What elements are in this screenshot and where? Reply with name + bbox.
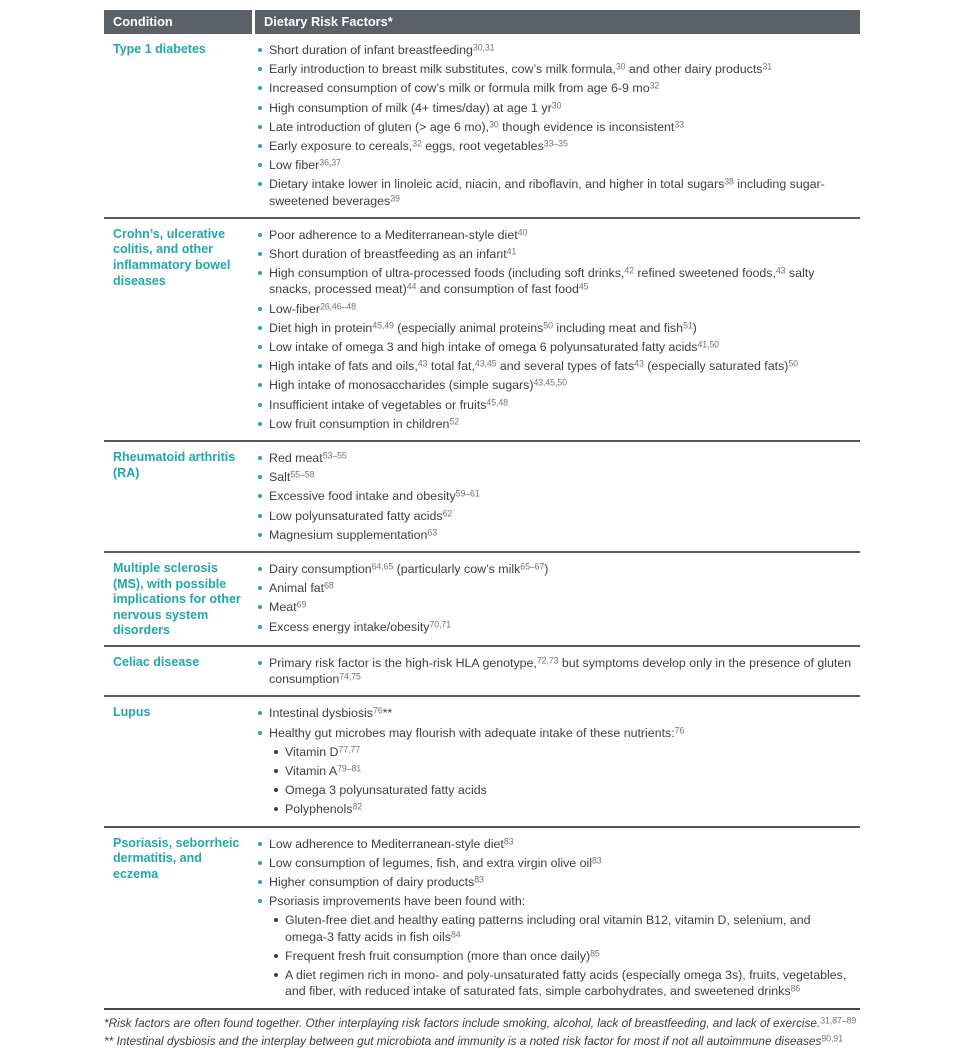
- bullet-icon: [258, 711, 262, 715]
- reference-superscript: 38: [724, 176, 734, 187]
- condition-cell: Multiple sclerosis (MS), with possible implications for other nervous system disorders: [113, 561, 241, 638]
- bullet-icon: [258, 861, 262, 865]
- risk-factor-text: Frequent fresh fruit consumption (more than once daily)$^{85}$: [285, 948, 600, 963]
- reference-superscript: 32: [649, 80, 660, 91]
- reference-superscript: 50: [788, 358, 798, 369]
- reference-superscript: 42: [624, 265, 634, 276]
- reference-superscript: 41,50: [697, 339, 719, 350]
- footnotes: [104, 1008, 860, 1049]
- condition-cell: Lupus: [113, 705, 151, 720]
- risk-factor-text: Short duration of infant breastfeeding$^{30,31}$: [269, 42, 495, 57]
- risk-factor-item: [255, 157, 854, 173]
- reference-superscript: 43,45: [474, 358, 497, 369]
- bullet-icon: [258, 605, 262, 609]
- risk-factors-cell: [255, 34, 860, 217]
- bullet-icon: [258, 307, 262, 311]
- reference-superscript: 33: [674, 119, 684, 130]
- risk-factor-text: Red meat$^{53-55}$: [269, 450, 347, 466]
- table-row: [104, 695, 860, 825]
- reference-superscript: 70,71: [429, 619, 451, 630]
- risk-factor-text: Intestinal dysbiosis$^{76}$**: [269, 705, 393, 721]
- condition-cell: Rheumatoid arthritis (RA): [113, 450, 236, 480]
- footnote: ** Intestinal dysbiosis and the interplay between gut microbiota and immunity is a noted risk factor for most if not all autoimmune diseases$^{90,91}$: [104, 1033, 843, 1048]
- reference-superscript: 76: [373, 705, 383, 716]
- bullet-icon: [274, 954, 278, 958]
- bullet-icon: [258, 271, 262, 275]
- bullet-icon: [258, 731, 262, 735]
- risk-factors-cell: [255, 219, 860, 440]
- reference-superscript: 62: [442, 508, 453, 519]
- header-cell-risk-factors: Dietary Risk Factors*: [255, 10, 860, 34]
- reference-superscript: 30: [551, 100, 562, 111]
- risk-factor-text: Low fiber$^{36,37}$: [269, 157, 341, 173]
- risk-factor-text: Low adherence to Mediterranean-style diet$^{83}$: [269, 836, 514, 851]
- risk-factor-text: A diet regimen rich in mono- and poly-unsaturated fatty acids (especially omega 3s), fruits, vegetables, and fiber, with reduced intake of saturated fats, simple carbohydrates, and sweetened drinks$^{86}$: [285, 968, 847, 999]
- risk-factor-text: Low polyunsaturated fatty acids$^{62}$: [269, 508, 453, 523]
- reference-superscript: 30,31: [472, 42, 495, 53]
- dietary-risk-table: [104, 10, 860, 1051]
- reference-superscript: 64,65: [371, 561, 394, 572]
- bullet-icon: [274, 788, 278, 792]
- risk-factors-cell: [255, 828, 860, 1008]
- risk-factor-item: [255, 488, 854, 504]
- risk-factor-item: [255, 320, 854, 336]
- risk-factor-item: [255, 339, 854, 355]
- risk-factor-text: Poor adherence to a Mediterranean-style diet$^{40}$: [269, 227, 528, 242]
- table-row: [104, 551, 860, 645]
- bullet-icon: [258, 567, 262, 571]
- risk-factor-item: [255, 176, 854, 208]
- risk-factors-cell: [255, 647, 860, 695]
- reference-superscript: 30: [615, 61, 626, 72]
- bullet-icon: [274, 750, 278, 754]
- risk-factor-text: Omega 3 polyunsaturated fatty acids: [285, 783, 487, 798]
- risk-factor-item: [255, 377, 854, 393]
- bullet-icon: [258, 182, 262, 186]
- risk-factor-text: Dietary intake lower in linoleic acid, niacin, and riboflavin, and higher in total sugars$^{38}$ including sugar-sweetened beverages$^{39}$: [269, 176, 825, 208]
- reference-superscript: 52: [449, 416, 460, 427]
- bullet-icon: [258, 533, 262, 537]
- reference-superscript: 50: [543, 320, 553, 331]
- risk-factor-subitem: [271, 801, 854, 817]
- risk-factor-text: Late introduction of gluten (> age 6 mo),$^{30}$ though evidence is inconsistent$^{33}$: [269, 119, 684, 134]
- reference-superscript: 33–35: [543, 138, 568, 149]
- risk-factor-item: [255, 301, 854, 317]
- risk-factor-text: Vitamin A$^{79-81}$: [285, 763, 362, 779]
- reference-superscript: 83: [503, 836, 514, 847]
- risk-factor-item: [255, 874, 854, 890]
- risk-factor-item: [255, 527, 854, 543]
- bullet-icon: [258, 233, 262, 237]
- reference-superscript: 82: [352, 801, 363, 812]
- risk-factor-subitem: [271, 948, 854, 964]
- risk-factor-item: [255, 619, 854, 635]
- bullet-icon: [258, 144, 262, 148]
- risk-factor-item: [255, 246, 854, 262]
- reference-superscript: 51: [683, 320, 693, 331]
- risk-factor-text: Diet high in protein$^{45,49}$ (especially animal proteins$^{50}$ including meat and fish$^{51}$): [269, 320, 697, 335]
- risk-factor-subitem: [271, 782, 854, 798]
- reference-superscript: 40: [517, 227, 528, 238]
- risk-factor-item: [255, 138, 854, 154]
- reference-superscript: 39: [390, 193, 400, 204]
- risk-factor-text: Insufficient intake of vegetables or fruits$^{45,48}$: [269, 397, 508, 412]
- risk-factor-text: Excessive food intake and obesity$^{59-61}$: [269, 488, 480, 504]
- bullet-icon: [258, 422, 262, 426]
- risk-factor-item: [255, 61, 854, 77]
- risk-factor-subitem: [271, 763, 854, 779]
- risk-factor-item: [255, 561, 854, 577]
- reference-superscript: 26,46–48: [319, 301, 356, 312]
- risk-factors-cell: [255, 442, 860, 551]
- reference-superscript: 53–55: [322, 450, 347, 461]
- risk-factors-cell: [255, 697, 860, 825]
- bullet-icon: [274, 918, 278, 922]
- risk-factor-item: [255, 80, 854, 96]
- risk-factor-text: Animal fat$^{68}$: [269, 580, 334, 596]
- risk-factor-text: Low-fiber$^{26,46-48}$: [269, 301, 356, 316]
- risk-factor-item: [255, 265, 854, 297]
- bullet-icon: [274, 973, 278, 977]
- bullet-icon: [258, 661, 262, 665]
- bullet-icon: [274, 769, 278, 773]
- reference-superscript: 85: [590, 948, 600, 959]
- reference-superscript: 55–58: [290, 469, 315, 480]
- reference-superscript: 84: [450, 929, 461, 940]
- risk-factor-text: Primary risk factor is the high-risk HLA genotype,$^{72,73}$ but symptoms develop only in the presence of gluten consumption$^{74,75}$: [269, 655, 852, 687]
- risk-factor-text: High intake of monosaccharides (simple sugars)$^{43,45,50}$: [269, 377, 567, 393]
- risk-factor-item: [255, 119, 854, 135]
- reference-superscript: 45,49: [372, 320, 394, 331]
- bullet-icon: [258, 494, 262, 498]
- reference-superscript: 74,75: [339, 671, 361, 682]
- risk-factor-item: [255, 227, 854, 243]
- footnote: *Risk factors are often found together. Other interplaying risk factors include smoking, alcohol, lack of breastfeeding, and lack of exercise.$^{31,87-89}$: [104, 1015, 857, 1030]
- reference-superscript: 79–81: [337, 763, 362, 774]
- table-row: [104, 217, 860, 440]
- risk-factor-text: Polyphenols$^{82}$: [285, 801, 363, 817]
- risk-factor-text: Low intake of omega 3 and high intake of omega 6 polyunsaturated fatty acids$^{41,50}$: [269, 339, 719, 355]
- bullet-icon: [274, 807, 278, 811]
- risk-factor-subitem: [271, 912, 854, 944]
- bullet-icon: [258, 403, 262, 407]
- reference-superscript: 45,48: [486, 397, 508, 408]
- reference-superscript: 76: [674, 725, 685, 736]
- risk-factor-text: Healthy gut microbes may flourish with adequate intake of these nutrients:$^{76}$: [269, 725, 685, 740]
- risk-factor-text: Dairy consumption$^{64,65}$ (particularly cow’s milk$^{65-67}$): [269, 561, 549, 577]
- risk-factor-text: Gluten-free diet and healthy eating patterns including oral vitamin B12, vitamin D, selenium, and omega-3 fatty acids in fish oils$^{84}$: [285, 913, 811, 944]
- reference-superscript: 65–67: [520, 561, 545, 572]
- header-cell-condition: Condition: [104, 10, 252, 34]
- risk-factor-item: [255, 655, 854, 687]
- risk-factor-text: Short duration of breastfeeding as an infant$^{41}$: [269, 246, 517, 262]
- reference-superscript: 36,37: [319, 157, 341, 168]
- reference-superscript: 30: [489, 119, 499, 130]
- risk-factor-item: [255, 416, 854, 432]
- risk-factor-text: Magnesium supplementation$^{63}$: [269, 527, 438, 542]
- condition-cell: Crohn’s, ulcerative colitis, and other inflammatory bowel diseases: [113, 226, 231, 288]
- risk-factor-item: [255, 397, 854, 413]
- risk-factor-item: [255, 580, 854, 596]
- reference-superscript: 68: [324, 580, 334, 591]
- table-row: [104, 34, 860, 217]
- reference-superscript: 72,73: [536, 655, 559, 666]
- risk-factor-item: [255, 599, 854, 615]
- table-row: [104, 826, 860, 1008]
- bullet-icon: [258, 364, 262, 368]
- bullet-icon: [258, 475, 262, 479]
- bullet-icon: [258, 86, 262, 90]
- risk-factor-text: Early exposure to cereals,$^{32}$ eggs, root vegetables$^{33-35}$: [269, 138, 568, 154]
- reference-superscript: 32: [412, 138, 422, 149]
- reference-superscript: 41: [506, 246, 517, 257]
- risk-factor-item: [255, 508, 854, 524]
- reference-superscript: 59–61: [455, 488, 480, 499]
- condition-cell: Psoriasis, seborrheic dermatitis, and eczema: [113, 835, 240, 881]
- risk-factor-text: Increased consumption of cow’s milk or formula milk from age 6-9 mo$^{32}$: [269, 80, 660, 96]
- risk-factor-subitem: [271, 744, 854, 760]
- reference-superscript: 31,87–89: [820, 1015, 857, 1025]
- risk-factor-text: High consumption of milk (4+ times/day) at age 1 yr$^{30}$: [269, 100, 562, 115]
- bullet-icon: [258, 163, 262, 167]
- risk-factor-text: Meat$^{69}$: [269, 599, 307, 615]
- risk-factor-text: High intake of fats and oils,$^{43}$ total fat,$^{43,45}$ and several types of fats$^{43}$ (especially saturated fats)$^{50}$: [269, 358, 798, 374]
- reference-superscript: 69: [296, 599, 307, 610]
- risk-factor-item: [255, 836, 854, 852]
- reference-superscript: 83: [474, 874, 484, 885]
- reference-superscript: 86: [790, 983, 801, 994]
- risk-factor-text: Low consumption of legumes, fish, and extra virgin olive oil$^{83}$: [269, 855, 602, 870]
- reference-superscript: 77,77: [338, 744, 360, 755]
- risk-factor-text: Excess energy intake/obesity$^{70,71}$: [269, 619, 451, 634]
- reference-superscript: 31: [762, 61, 773, 72]
- table-header: [104, 10, 860, 34]
- risk-factors-cell: [255, 553, 860, 645]
- risk-factor-item: [255, 450, 854, 466]
- table-row: [104, 440, 860, 551]
- bullet-icon: [258, 48, 262, 52]
- risk-factor-text: Higher consumption of dairy products$^{83}$: [269, 874, 484, 890]
- risk-factor-text: Salt$^{55-58}$: [269, 469, 315, 485]
- risk-factor-item: [255, 893, 854, 909]
- risk-factor-item: [255, 725, 854, 741]
- risk-factor-text: Early introduction to breast milk substitutes, cow’s milk formula,$^{30}$ and other dairy products$^{31}$: [269, 61, 773, 77]
- risk-factor-text: Low fruit consumption in children$^{52}$: [269, 416, 460, 431]
- bullet-icon: [258, 125, 262, 129]
- reference-superscript: 63: [427, 527, 438, 538]
- bullet-icon: [258, 514, 262, 518]
- risk-factor-text: Vitamin D$^{77,77}$: [285, 744, 360, 759]
- condition-cell: Celiac disease: [113, 655, 200, 670]
- risk-factor-item: [255, 358, 854, 374]
- risk-factor-item: [255, 42, 854, 58]
- bullet-icon: [258, 252, 262, 256]
- table-row: [104, 645, 860, 695]
- bullet-icon: [258, 326, 262, 330]
- risk-factor-text: High consumption of ultra-processed foods (including soft drinks,$^{42}$ refined sweetened foods,$^{43}$ salty snacks, processed meat)$^{44}$ and consumption of fast food$^{45}$: [269, 265, 815, 297]
- risk-factor-item: [255, 705, 854, 721]
- table-body: [104, 34, 860, 1008]
- reference-superscript: 43: [417, 358, 428, 369]
- bullet-icon: [258, 106, 262, 110]
- bullet-icon: [258, 586, 262, 590]
- risk-factor-item: [255, 100, 854, 116]
- risk-factor-text: Psoriasis improvements have been found with:: [269, 894, 526, 909]
- bullet-icon: [258, 625, 262, 629]
- risk-factor-subitem: [271, 967, 854, 999]
- bullet-icon: [258, 345, 262, 349]
- reference-superscript: 44: [406, 281, 417, 292]
- bullet-icon: [258, 842, 262, 846]
- condition-cell: Type 1 diabetes: [113, 42, 206, 56]
- reference-superscript: 90,91: [821, 1033, 843, 1043]
- reference-superscript: 43,45,50: [533, 377, 567, 388]
- bullet-icon: [258, 880, 262, 884]
- reference-superscript: 83: [592, 855, 602, 866]
- reference-superscript: 45: [578, 281, 589, 292]
- bullet-icon: [258, 899, 262, 903]
- bullet-icon: [258, 456, 262, 460]
- risk-factor-item: [255, 469, 854, 485]
- reference-superscript: 43: [634, 358, 644, 369]
- bullet-icon: [258, 67, 262, 71]
- risk-factor-item: [255, 855, 854, 871]
- reference-superscript: 43: [775, 265, 786, 276]
- bullet-icon: [258, 383, 262, 387]
